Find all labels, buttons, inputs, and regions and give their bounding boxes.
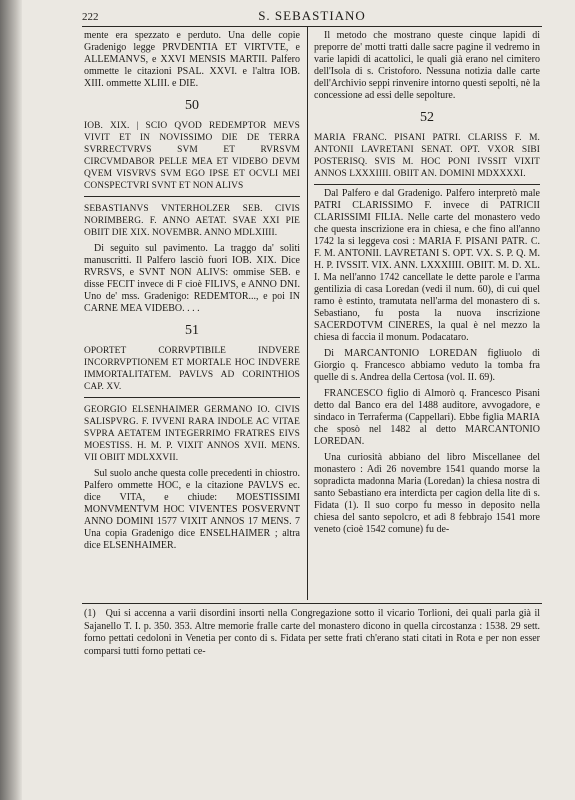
section-50-comment: Di seguito sul pavimento. La traggo da' soliti manuscritti. Il Palfero lasciò fuori IOB. XIX. Dice RVRSVS, e SVNT NON ALIVS: ommise SEB. e disse FECIT invece di F cioè FILIVS, e ANNO DNI. Uno de' mss. Gradenigo: REDEMTOR..., e poi IN CARNE MEA VIDEBO. . . .: [84, 243, 300, 314]
column-divider: [307, 27, 308, 600]
right-paragraph-2: Di MARCANTONIO LOREDAN figliuolo di Giorgio q. Francesco abbiamo veduto la tomba fra quelle di s. Andrea della Certosa (vol. II. 69).: [314, 348, 540, 383]
inscription-divider: [84, 397, 300, 398]
section-51-comment: Sul suolo anche questa colle precedenti in chiostro. Palfero ommette HOC, e la citazione PAVLVS ec. dice VITA, e chiude: MOESTISSIMI MONVMENTVM HOC VIVENTES POSVERVNT ANNO DOMINI 1577 VIXIT ANNOS 17 MENS. 7 Una copia Gradenigo dice ENSELHAIMER ; altra dice ELSENHAIMER.: [84, 468, 300, 551]
section-number-50: 50: [185, 98, 199, 113]
right-intro-paragraph: Il metodo che mostrano queste cinque lapidi di preporre de' motti tratti dalle sacre pagine il vedremo in varie lapidi di acattolici, le quali già erano nel cimitero dell'Isola di s. Cristoforo. Nessuna notizia dalle carte dell'Archivio seppi rinvenire intorno questi sepolti, nè la concessione ad essi delle sepolture.: [314, 30, 540, 101]
right-column: [314, 30, 540, 540]
section-number-52: 52: [420, 110, 434, 125]
page-number: 222: [82, 11, 99, 23]
header-rule: [82, 26, 542, 27]
inscription-51-a: OPORTET CORRVPTIBILE INDVERE INCORRVPTIONEM ET MORTALE HOC INDVERE IMMORTALITATEM. PAVLVS AD CORINTHIOS CAP. XV.: [84, 346, 300, 392]
left-column: [84, 30, 300, 556]
inscription-52: MARIA FRANC. PISANI PATRI. CLARISS F. M. ANTONII LAVRETANI SENAT. OPT. VXOR SIBI POSTERISQ. SVIS M. HOC PONI IVSSIT VIXIT ANNOS LXXXIIII. OBIIT AN. DOMINI MDXXXXI.: [314, 133, 540, 179]
inscription-divider: [314, 184, 540, 185]
footnote: [84, 608, 540, 658]
running-title: S. SEBASTIANO: [258, 8, 366, 23]
footnote-mark: (1): [84, 608, 96, 619]
left-intro-paragraph: mente era spezzato e perduto. Una delle copie Gradenigo legge PRVDENTIA ET VIRTVTE, e ALLEMANVS, e XXVI MENSIS MARTII. Palfero ommette le citazioni PSAL. XXVI. e l'altra IOB. XIII. ommette XLIII. e DIE.: [84, 30, 300, 89]
section-number-51: 51: [185, 323, 199, 338]
inscription-50-a: IOB. XIX. | SCIO QVOD REDEMPTOR MEVS VIVIT ET IN NOVISSIMO DIE DE TERRA SVRRECTVRVS SVM ET RVRSVM CIRCVMDABOR PELLE MEA ET VIDEBO DEVM QVEM VISVRVS SVM EGO IPSE ET OCVLI MEI CONSPECTVRI SVNT ET NON ALIVS: [84, 121, 300, 191]
inscription-51-b: GEORGIO ELSENHAIMER GERMANO IO. CIVIS SALISPVRG. F. IVVENI RARA INDOLE AC VITAE SVPRA AETATEM INTEGERRIMO FRATRES EIVS MOESTISS. H. M. P. VIXIT ANNOS XVII. MENS. VII OBIIT MDLXXVII.: [84, 405, 300, 463]
right-paragraph-4: Una curiosità abbiano del libro Miscellanee del monastero : Adì 26 novembre 1541 quando morse la sopradicta madonna Maria (Loredan) la chiesa nostra di santo Sebastiano era interdicta per cagion della lite di s. Fidata (1). Il suo corpo fu messo in deposito nella chiesa del santo sepolcro, et adì 8 febbrajo 1541 more veneto (cioè 1542 comune) fu de-: [314, 452, 540, 535]
footnote-rule: [82, 603, 542, 604]
footnote-text: Qui si accenna a varii disordini insorti nella Congregazione sotto il vicario Torlioni, dei quali parla già il Sajanello T. I. p. 350. 353. Altre memorie fralle carte del monastero dicono in quella circostanza : 1538. 29 sett. forno pettati cedoloni in Venetia per conto di s. Fidata per sette frati ch'erano stati citati in Rota e per non esser comparsi tutti forno pettati ce-: [84, 608, 540, 657]
book-spine-shadow: [0, 0, 22, 800]
right-paragraph-1: Dal Palfero e dal Gradenigo. Palfero interpretò male PATRI CLARISSIMO F. invece di PATRICII CLARISSIMI FILIA. Nelle carte del monastero vedo che questa inscrizione era in chiesa, e che fino all'anno 1742 la si leggeva così : MARIA F. PISANI PATR. C. F. M. ANTONII. LAVRETANI S. OPT. VX. S. P. Q. M. H. P. IVSSIT. VIX. ANN. LXXXIIII. OBIIT. M. D. XL. I. Ma nell'anno 1742 cancellate le dette parole e l'arma gentilizia di casa Loredan (vedi il num. 60), di cui quel ramo è estinto, tramutata nell'arma del monastero di s. Sebastiano, fu posta la nuova inscrizione SACERDOTVM CINERES, la qual è nel mezzo la chiesa di faccia il monum. Podacataro.: [314, 188, 540, 343]
right-paragraph-3: FRANCESCO figlio di Almorò q. Francesco Pisani detto dal Banco era del 1488 auditore, avvogadore, e sindaco in Terraferma (Cappellari). Ebbe figlia MARIA che sposò nel 1482 al detto MARCANTONIO LOREDAN.: [314, 388, 540, 447]
inscription-divider: [84, 196, 300, 197]
inscription-50-b: SEBASTIANVS VNTERHOLZER SEB. CIVIS NORIMBERG. F. ANNO AETAT. SVAE XXI PIE OBIIT DIE XIX. NOVEMBR. ANNO MDLXIIII.: [84, 204, 300, 238]
page-header: [82, 6, 542, 26]
